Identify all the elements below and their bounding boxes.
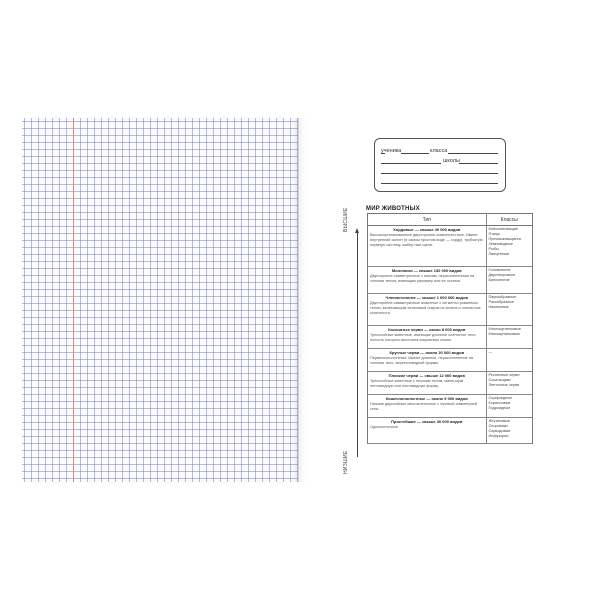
type-title: Кишечнополостные — около 9 000 видов	[385, 396, 468, 401]
table-row	[368, 395, 533, 418]
table-body	[368, 226, 533, 444]
class-item: Земноводные	[488, 242, 513, 246]
class-item: Сцифоидные	[488, 396, 513, 400]
class-item: Жгутиковые	[488, 419, 510, 423]
class-item: Ресничные черви	[488, 373, 520, 377]
school-label: школы	[443, 158, 460, 164]
axis-top-label: ВЫСШИЕ	[343, 207, 349, 232]
class-item: Паукообразные	[488, 295, 517, 299]
class-item: Ракообразные	[488, 300, 515, 304]
class-item: Инфузории	[488, 434, 509, 438]
type-title: Членистоногие — свыше 1 000 000 видов	[385, 295, 468, 300]
hierarchy-arrow	[357, 232, 358, 457]
class-item: Двустворчатые	[488, 273, 516, 277]
nameplate	[374, 138, 506, 192]
type-cell	[368, 226, 487, 267]
type-description: Двусторонне-симметричные с мягким, нерасчлененным на членики телом, имеющим раковину или ее остатки.	[370, 274, 475, 283]
table-row	[368, 226, 533, 267]
class-label: класса	[430, 148, 448, 154]
type-description: Высокоорганизованные двусторонне-симметрич-ные. Имеют внутренний скелет (в самом простом виде — хорду), трубчатую нервную систему, жабер-ные щели.	[370, 233, 483, 247]
type-title: Круглые черви — около 20 000 видов	[389, 350, 465, 355]
class-item: Гидроидные	[488, 406, 511, 410]
classes-cell	[486, 418, 532, 444]
type-cell	[368, 372, 487, 395]
header-type: Тип	[368, 214, 487, 226]
header-classes: Классы	[486, 214, 532, 226]
class-item: Насекомые	[488, 305, 509, 309]
type-title: Плоские черви — свыше 12 000 видов	[388, 373, 465, 378]
class-item: Коралловые	[488, 401, 511, 405]
type-description: Первичнополостные. Имеют длинное, нерасчлененное на членики тело, веретеновидной формы.	[370, 356, 473, 365]
type-description: Одноклеточные.	[370, 425, 399, 429]
type-title: Кольчатые черви — около 8 000 видов	[388, 327, 466, 332]
animal-kingdom-table	[367, 213, 533, 444]
class-item: Пресмыкающиеся	[488, 237, 521, 241]
class-item: Головоногие	[488, 268, 511, 272]
class-item: Рыбы	[488, 247, 499, 251]
type-cell	[368, 418, 487, 444]
classes-cell	[486, 326, 532, 349]
class-item: Сосальщики	[488, 378, 511, 382]
classes-cell	[486, 226, 532, 267]
class-item: Споровики	[488, 424, 508, 428]
class-item: Брюхоногие	[488, 278, 510, 282]
type-description: Низшие двуслойные многоклеточные с лучевой симметрией тела.	[370, 402, 478, 411]
table-row	[368, 372, 533, 395]
axis-bottom-label: НИЗШИЕ	[343, 450, 349, 474]
left-page-grid	[22, 118, 299, 482]
class-item: Малощетинковые	[488, 332, 520, 336]
class-item: Ленточные черви	[488, 383, 520, 387]
table-row	[368, 349, 533, 372]
class-item: Птицы	[488, 232, 501, 236]
class-item: Ланцетники	[488, 252, 510, 256]
type-title: Простейшие — свыше 30 000 видов	[391, 419, 463, 424]
class-item: Млекопитающие	[488, 227, 519, 231]
classes-cell	[486, 349, 532, 372]
class-item: —	[488, 350, 493, 354]
type-description: Трехслойные животные, имеющие длинное членистое тело, полость которого выстлана покровным слоем.	[370, 333, 477, 342]
type-title: Хордовые — свыше 40 000 видов	[393, 227, 461, 232]
margin-line	[73, 118, 74, 482]
table-row	[368, 267, 533, 294]
classes-cell	[486, 372, 532, 395]
type-cell	[368, 349, 487, 372]
classes-cell	[486, 395, 532, 418]
type-cell	[368, 395, 487, 418]
type-description: Трехслойные животные с плоским телом, имею-щим лентовидную или листовидную форму.	[370, 379, 464, 388]
type-cell	[368, 326, 487, 349]
type-description: Двусторонне-симметричные животные с сегменти-рованным телом, включающим хитиновый покров из хитина и членистые конечности.	[370, 301, 481, 315]
section-title: МИР ЖИВОТНЫХ	[366, 206, 420, 212]
classes-cell	[486, 267, 532, 294]
class-item: Многощетинковые	[488, 327, 522, 331]
student-label: ученика	[381, 148, 402, 154]
table-row	[368, 418, 533, 444]
class-item: Саркодовые	[488, 429, 511, 433]
table-row	[368, 294, 533, 326]
right-page-cover-inner	[299, 118, 578, 482]
type-cell	[368, 267, 487, 294]
type-cell	[368, 294, 487, 326]
classes-cell	[486, 294, 532, 326]
table-row	[368, 326, 533, 349]
type-title: Моллюски — свыше 130 000 видов	[391, 268, 462, 273]
